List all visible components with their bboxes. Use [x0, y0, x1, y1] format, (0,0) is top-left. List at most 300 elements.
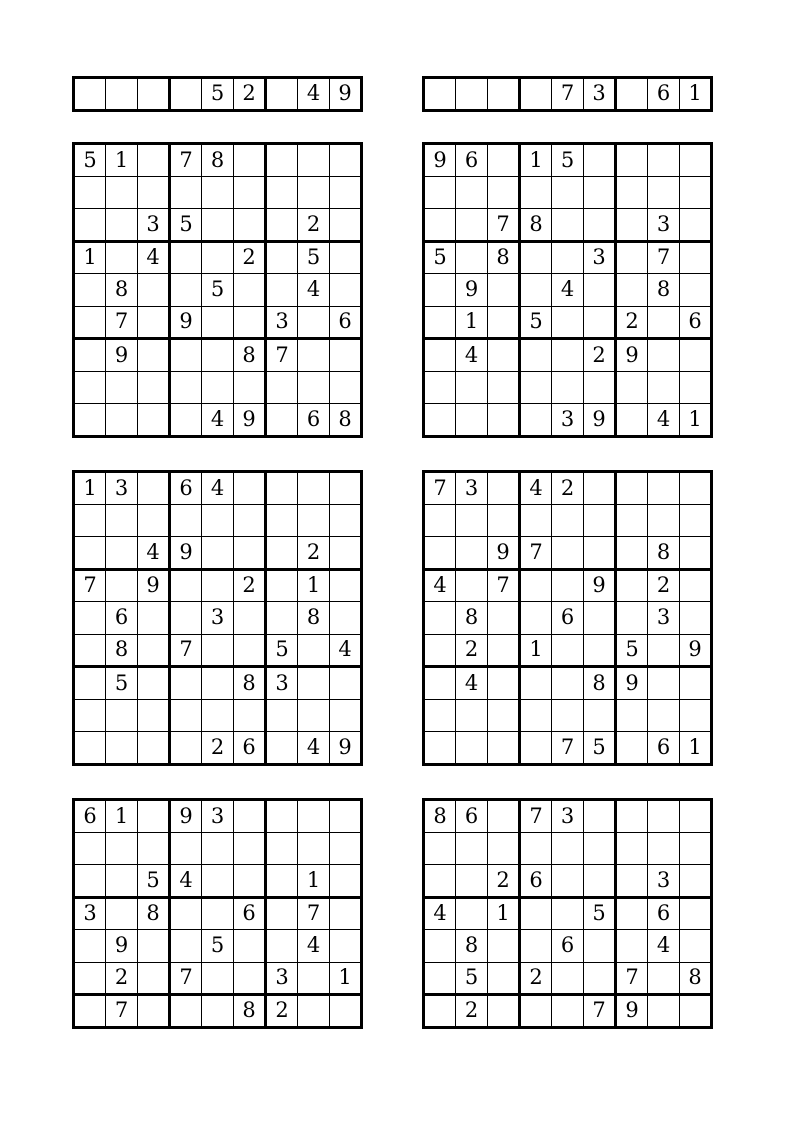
sudoku-cell: [520, 732, 552, 765]
sudoku-cell: [202, 306, 234, 339]
sudoku-cell: [106, 176, 138, 209]
sudoku-cell: [170, 930, 202, 963]
sudoku-cell: [424, 602, 456, 635]
sudoku-cell: [584, 274, 616, 307]
sudoku-cell: [648, 699, 680, 732]
sudoku-cell: [106, 865, 138, 898]
sudoku-cell: 9: [330, 78, 362, 111]
sudoku-cell: 1: [520, 634, 552, 667]
sudoku-cell: 6: [456, 800, 488, 833]
sudoku-cell: [488, 602, 520, 635]
sudoku-cell: [74, 667, 106, 700]
sudoku-cell: [74, 699, 106, 732]
sudoku-cell: [552, 371, 584, 404]
sudoku-cell: [138, 699, 170, 732]
sudoku-cell: [330, 995, 362, 1028]
sudoku-cell: 7: [170, 634, 202, 667]
sudoku-cell: 1: [106, 800, 138, 833]
sudoku-cell: 6: [648, 897, 680, 930]
sudoku-cell: [330, 241, 362, 274]
sudoku-cell: [234, 832, 266, 865]
sudoku-cell: 2: [234, 241, 266, 274]
sudoku-cell: 9: [330, 732, 362, 765]
sudoku-cell: [330, 569, 362, 602]
sudoku-cell: [680, 176, 712, 209]
sudoku-cell: 3: [584, 78, 616, 111]
sudoku-cell: [202, 667, 234, 700]
sudoku-cell: [424, 306, 456, 339]
sudoku-cell: [138, 274, 170, 307]
sudoku-cell: [648, 306, 680, 339]
sudoku-cell: [266, 241, 298, 274]
sudoku-grid: [422, 76, 713, 112]
sudoku-cell: 8: [648, 274, 680, 307]
sudoku-cell: [680, 274, 712, 307]
sudoku-cell: 2: [106, 962, 138, 995]
sudoku-grid: [422, 142, 713, 438]
sudoku-cell: [488, 634, 520, 667]
sudoku-cell: [170, 732, 202, 765]
sudoku-row: [74, 241, 362, 274]
sudoku-cell: [106, 209, 138, 242]
sudoku-cell: [138, 371, 170, 404]
sudoku-cell: [424, 537, 456, 570]
sudoku-cell: [456, 176, 488, 209]
sudoku-cell: 2: [552, 472, 584, 505]
sudoku-cell: [138, 404, 170, 437]
sudoku-cell: [520, 667, 552, 700]
sudoku-cell: [584, 537, 616, 570]
sudoku-cell: [170, 371, 202, 404]
sudoku-cell: 5: [456, 962, 488, 995]
sudoku-cell: 7: [106, 995, 138, 1028]
sudoku-cell: [330, 472, 362, 505]
sudoku-cell: 7: [584, 995, 616, 1028]
sudoku-cell: 3: [266, 667, 298, 700]
sudoku-cell: [616, 897, 648, 930]
sudoku-cell: 2: [648, 569, 680, 602]
sudoku-row: [424, 274, 712, 307]
sudoku-cell: [170, 339, 202, 372]
sudoku-cell: 6: [648, 732, 680, 765]
sudoku-cell: 6: [552, 930, 584, 963]
sudoku-cell: [266, 78, 298, 111]
sudoku-table: [422, 798, 713, 1029]
sudoku-cell: 6: [520, 865, 552, 898]
sudoku-cell: [138, 306, 170, 339]
sudoku-cell: [552, 209, 584, 242]
sudoku-cell: [266, 602, 298, 635]
sudoku-row: [424, 176, 712, 209]
sudoku-row: [74, 732, 362, 765]
sudoku-cell: 1: [456, 306, 488, 339]
sudoku-cell: 7: [488, 209, 520, 242]
sudoku-cell: [552, 699, 584, 732]
sudoku-cell: [584, 634, 616, 667]
sudoku-cell: [520, 371, 552, 404]
sudoku-cell: [488, 306, 520, 339]
sudoku-grid: [72, 76, 363, 112]
sudoku-cell: 3: [552, 800, 584, 833]
sudoku-cell: 8: [584, 667, 616, 700]
sudoku-row: [74, 699, 362, 732]
sudoku-cell: [520, 602, 552, 635]
sudoku-table: [422, 76, 713, 112]
sudoku-cell: [106, 537, 138, 570]
sudoku-cell: [330, 339, 362, 372]
sudoku-cell: [74, 962, 106, 995]
sudoku-cell: [74, 306, 106, 339]
sudoku-cell: 6: [648, 78, 680, 111]
sudoku-cell: [74, 602, 106, 635]
sudoku-cell: 2: [234, 569, 266, 602]
sudoku-cell: 4: [298, 78, 330, 111]
sudoku-cell: [680, 930, 712, 963]
sudoku-cell: 5: [266, 634, 298, 667]
sudoku-cell: [488, 930, 520, 963]
sudoku-row: [424, 472, 712, 505]
sudoku-cell: [584, 865, 616, 898]
sudoku-cell: [616, 472, 648, 505]
sudoku-cell: [520, 995, 552, 1028]
sudoku-cell: 8: [330, 404, 362, 437]
sudoku-cell: 7: [170, 962, 202, 995]
sudoku-cell: [424, 371, 456, 404]
sudoku-cell: 9: [584, 404, 616, 437]
sudoku-cell: [616, 930, 648, 963]
sudoku-cell: [298, 995, 330, 1028]
sudoku-cell: [298, 176, 330, 209]
sudoku-cell: 7: [520, 537, 552, 570]
sudoku-cell: 5: [298, 241, 330, 274]
sudoku-cell: 8: [648, 537, 680, 570]
sudoku-cell: [616, 537, 648, 570]
sudoku-cell: 2: [616, 306, 648, 339]
sudoku-cell: [680, 371, 712, 404]
sudoku-row: [424, 865, 712, 898]
sudoku-cell: [234, 144, 266, 177]
sudoku-grid: [422, 798, 713, 1029]
sudoku-row: [74, 962, 362, 995]
sudoku-cell: 1: [680, 404, 712, 437]
sudoku-cell: [424, 176, 456, 209]
sudoku-cell: [488, 274, 520, 307]
sudoku-cell: [552, 865, 584, 898]
sudoku-cell: [106, 404, 138, 437]
sudoku-cell: 3: [202, 602, 234, 635]
sudoku-row: [424, 537, 712, 570]
sudoku-cell: [552, 306, 584, 339]
sudoku-cell: 5: [424, 241, 456, 274]
sudoku-row: [424, 404, 712, 437]
sudoku-cell: [552, 832, 584, 865]
sudoku-cell: 1: [520, 144, 552, 177]
sudoku-row: [424, 667, 712, 700]
sudoku-cell: [234, 176, 266, 209]
sudoku-cell: 9: [616, 995, 648, 1028]
sudoku-cell: [234, 800, 266, 833]
sudoku-cell: 8: [298, 602, 330, 635]
sudoku-cell: [106, 78, 138, 111]
sudoku-cell: [170, 176, 202, 209]
sudoku-cell: [170, 602, 202, 635]
sudoku-cell: [424, 667, 456, 700]
sudoku-cell: [266, 865, 298, 898]
sudoku-cell: [330, 897, 362, 930]
sudoku-cell: 1: [680, 78, 712, 111]
sudoku-row: [74, 602, 362, 635]
sudoku-cell: 3: [106, 472, 138, 505]
sudoku-cell: 3: [138, 209, 170, 242]
sudoku-cell: [74, 832, 106, 865]
sudoku-cell: [488, 800, 520, 833]
sudoku-cell: 7: [170, 144, 202, 177]
sudoku-row: [424, 897, 712, 930]
sudoku-cell: [616, 602, 648, 635]
sudoku-row: [424, 995, 712, 1028]
sudoku-cell: [234, 306, 266, 339]
sudoku-cell: [202, 699, 234, 732]
sudoku-cell: [488, 962, 520, 995]
sudoku-cell: [202, 371, 234, 404]
sudoku-cell: [74, 865, 106, 898]
sudoku-cell: [616, 404, 648, 437]
sudoku-cell: [330, 144, 362, 177]
sudoku-cell: [616, 865, 648, 898]
sudoku-cell: 4: [648, 404, 680, 437]
sudoku-cell: [552, 634, 584, 667]
sudoku-cell: [298, 306, 330, 339]
sudoku-cell: [488, 472, 520, 505]
sudoku-cell: [552, 537, 584, 570]
sudoku-row: [74, 339, 362, 372]
sudoku-cell: [616, 371, 648, 404]
sudoku-cell: [138, 962, 170, 995]
sudoku-cell: [520, 699, 552, 732]
sudoku-cell: [106, 732, 138, 765]
sudoku-cell: [648, 995, 680, 1028]
sudoku-cell: [616, 699, 648, 732]
sudoku-cell: [584, 962, 616, 995]
sudoku-cell: [234, 209, 266, 242]
sudoku-cell: [648, 504, 680, 537]
sudoku-cell: [234, 962, 266, 995]
sudoku-cell: 2: [488, 865, 520, 898]
sudoku-cell: [170, 241, 202, 274]
sudoku-cell: [170, 699, 202, 732]
sudoku-cell: 5: [138, 865, 170, 898]
sudoku-cell: [488, 699, 520, 732]
sudoku-cell: 7: [552, 78, 584, 111]
sudoku-cell: 8: [488, 241, 520, 274]
sudoku-row: [74, 897, 362, 930]
sudoku-cell: 9: [106, 339, 138, 372]
sudoku-cell: [616, 241, 648, 274]
sudoku-cell: [456, 371, 488, 404]
sudoku-cell: [170, 569, 202, 602]
sudoku-cell: [456, 865, 488, 898]
sudoku-row: [74, 306, 362, 339]
sudoku-cell: [138, 176, 170, 209]
sudoku-cell: [266, 371, 298, 404]
sudoku-cell: [298, 339, 330, 372]
sudoku-cell: 4: [202, 472, 234, 505]
sudoku-row: [424, 209, 712, 242]
sudoku-cell: [106, 504, 138, 537]
sudoku-cell: [552, 339, 584, 372]
sudoku-cell: [488, 176, 520, 209]
sudoku-cell: [266, 930, 298, 963]
sudoku-cell: [266, 897, 298, 930]
sudoku-cell: [520, 832, 552, 865]
sudoku-cell: 9: [234, 404, 266, 437]
sudoku-cell: 5: [170, 209, 202, 242]
sudoku-cell: [584, 504, 616, 537]
sudoku-row: [74, 504, 362, 537]
sudoku-cell: [456, 732, 488, 765]
sudoku-cell: [106, 699, 138, 732]
sudoku-cell: 7: [520, 800, 552, 833]
sudoku-cell: 8: [680, 962, 712, 995]
sudoku-cell: [234, 602, 266, 635]
sudoku-cell: 8: [234, 667, 266, 700]
sudoku-cell: [202, 569, 234, 602]
sudoku-cell: [456, 832, 488, 865]
sudoku-cell: 4: [456, 339, 488, 372]
sudoku-cell: [234, 699, 266, 732]
sudoku-cell: [680, 699, 712, 732]
sudoku-cell: [202, 832, 234, 865]
sudoku-cell: 1: [330, 962, 362, 995]
sudoku-row: [424, 371, 712, 404]
sudoku-cell: [266, 537, 298, 570]
sudoku-cell: [138, 667, 170, 700]
sudoku-cell: [456, 241, 488, 274]
sudoku-cell: [74, 371, 106, 404]
sudoku-cell: [266, 472, 298, 505]
sudoku-cell: [680, 504, 712, 537]
sudoku-cell: [552, 241, 584, 274]
sudoku-cell: [616, 569, 648, 602]
sudoku-cell: [202, 176, 234, 209]
sudoku-cell: [138, 602, 170, 635]
sudoku-cell: [552, 569, 584, 602]
sudoku-cell: [552, 667, 584, 700]
sudoku-cell: 8: [456, 930, 488, 963]
sudoku-cell: [138, 634, 170, 667]
sudoku-cell: 4: [298, 930, 330, 963]
sudoku-cell: [488, 667, 520, 700]
sudoku-cell: [202, 339, 234, 372]
sudoku-cell: 4: [298, 732, 330, 765]
sudoku-cell: [74, 176, 106, 209]
sudoku-row: [74, 274, 362, 307]
sudoku-cell: 4: [138, 537, 170, 570]
sudoku-row: [424, 962, 712, 995]
sudoku-grid: [72, 798, 363, 1029]
sudoku-row: [424, 78, 712, 111]
sudoku-cell: [424, 634, 456, 667]
sudoku-table: [72, 470, 363, 766]
sudoku-cell: 6: [298, 404, 330, 437]
sudoku-cell: [680, 800, 712, 833]
sudoku-cell: 1: [298, 865, 330, 898]
sudoku-cell: [266, 144, 298, 177]
sudoku-cell: 7: [106, 306, 138, 339]
sudoku-cell: [170, 504, 202, 537]
sudoku-cell: [616, 732, 648, 765]
sudoku-row: [74, 995, 362, 1028]
sudoku-cell: 5: [616, 634, 648, 667]
sudoku-row: [74, 176, 362, 209]
sudoku-cell: 4: [424, 897, 456, 930]
sudoku-cell: [456, 504, 488, 537]
sudoku-cell: 8: [106, 634, 138, 667]
sudoku-cell: 9: [680, 634, 712, 667]
sudoku-cell: [456, 78, 488, 111]
sudoku-cell: [330, 371, 362, 404]
sudoku-cell: 9: [616, 339, 648, 372]
sudoku-cell: [584, 800, 616, 833]
sudoku-cell: [202, 962, 234, 995]
sudoku-cell: [74, 930, 106, 963]
sudoku-cell: 9: [424, 144, 456, 177]
sudoku-cell: [106, 569, 138, 602]
sudoku-cell: [330, 930, 362, 963]
sudoku-cell: [298, 962, 330, 995]
sudoku-cell: 9: [170, 306, 202, 339]
sudoku-cell: 4: [202, 404, 234, 437]
sudoku-cell: [170, 897, 202, 930]
sudoku-cell: [330, 209, 362, 242]
sudoku-cell: [106, 897, 138, 930]
sudoku-cell: [74, 274, 106, 307]
sudoku-cell: [648, 634, 680, 667]
sudoku-cell: [584, 209, 616, 242]
sudoku-cell: [74, 404, 106, 437]
sudoku-cell: 3: [202, 800, 234, 833]
sudoku-cell: 3: [74, 897, 106, 930]
sudoku-cell: [330, 800, 362, 833]
sudoku-cell: 5: [202, 78, 234, 111]
sudoku-cell: [330, 537, 362, 570]
sudoku-cell: [648, 144, 680, 177]
sudoku-cell: [584, 699, 616, 732]
sudoku-cell: [648, 962, 680, 995]
sudoku-cell: [488, 732, 520, 765]
sudoku-cell: 2: [456, 995, 488, 1028]
sudoku-cell: [680, 995, 712, 1028]
sudoku-cell: [648, 339, 680, 372]
sudoku-cell: [680, 569, 712, 602]
sudoku-cell: [202, 995, 234, 1028]
sudoku-cell: [520, 404, 552, 437]
sudoku-cell: [616, 78, 648, 111]
sudoku-cell: [330, 699, 362, 732]
sudoku-cell: [266, 209, 298, 242]
sudoku-cell: [202, 634, 234, 667]
sudoku-cell: [138, 472, 170, 505]
sudoku-cell: [456, 897, 488, 930]
sudoku-cell: [330, 274, 362, 307]
sudoku-cell: [138, 732, 170, 765]
sudoku-row: [424, 306, 712, 339]
sudoku-cell: [552, 962, 584, 995]
sudoku-cell: [520, 897, 552, 930]
sudoku-cell: [330, 832, 362, 865]
sudoku-cell: 2: [298, 537, 330, 570]
sudoku-cell: [424, 995, 456, 1028]
